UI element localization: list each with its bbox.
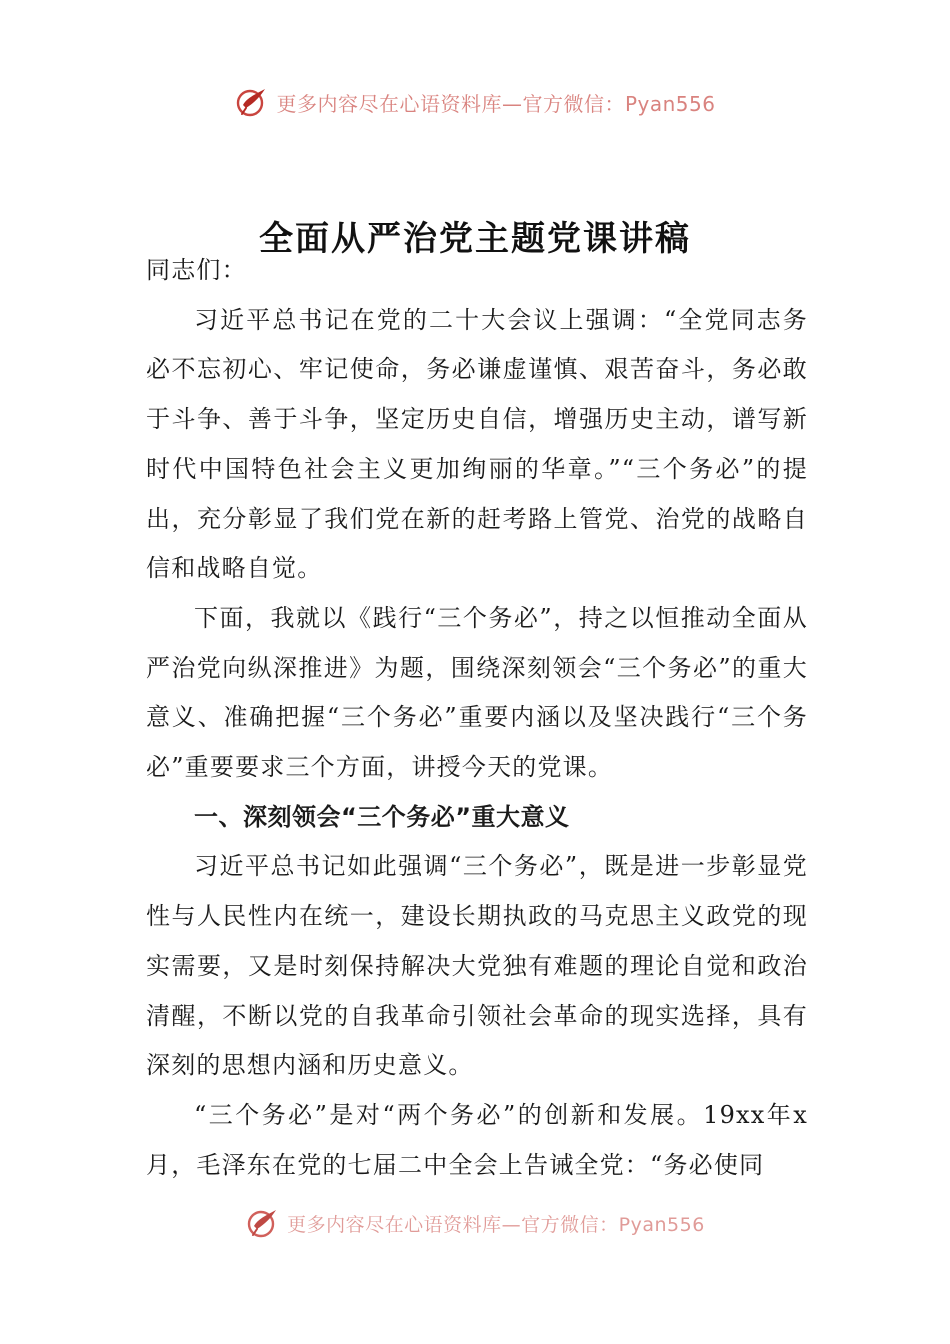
quill-logo-icon xyxy=(234,84,270,120)
document-title: 全面从严治党主题党课讲稿 xyxy=(259,218,691,259)
section-heading: 一、深刻领会“三个务必”重大意义 xyxy=(194,802,570,831)
paragraph: 习近平总书记在党的二十大会议上强调：“全党同志务必不忘初心、牢记使命，务必谦虚谨慎、艰苦奋斗，务必敢于斗争、善于斗争，坚定历史自信，增强历史主动，谱写新时代中国特色社会主义更加绚丽的华章。”“三个务必”的提出，充分彰显了我们党在新的赶考路上管党、治党的战略自信和战略自觉。 xyxy=(146,305,808,583)
quill-logo-icon xyxy=(245,1205,281,1241)
paragraph: 习近平总书记如此强调“三个务必”，既是进一步彰显党性与人民性内在统一，建设长期执政的马克思主义政党的现实需要，又是时刻保持解决大党独有难题的理论自觉和政治清醒，不断以党的自我革命引领社会革命的现实选择，具有深刻的思想内涵和历史意义。 xyxy=(146,852,808,1080)
paragraph: “三个务必”是对“两个务必”的创新和发展。19xx年x月，毛泽东在党的七届二中全会上告诫全党：“务必使同 xyxy=(146,1100,808,1179)
watermark-text: 更多内容尽在心语资料库—官方微信：Pyan556 xyxy=(287,1213,705,1236)
document-body xyxy=(146,246,808,1190)
watermark-header xyxy=(0,82,950,122)
paragraph: 下面，我就以《践行“三个务必”，持之以恒推动全面从严治党向纵深推进》为题，围绕深刻领会“三个务必”的重大意义、准确把握“三个务必”重要内涵以及坚决践行“三个务必”重要要求三个方面，讲授今天的党课。 xyxy=(146,603,808,782)
salutation: 同志们： xyxy=(146,256,247,284)
watermark-footer xyxy=(0,1207,950,1239)
watermark-text: 更多内容尽在心语资料库—官方微信：Pyan556 xyxy=(276,91,716,116)
